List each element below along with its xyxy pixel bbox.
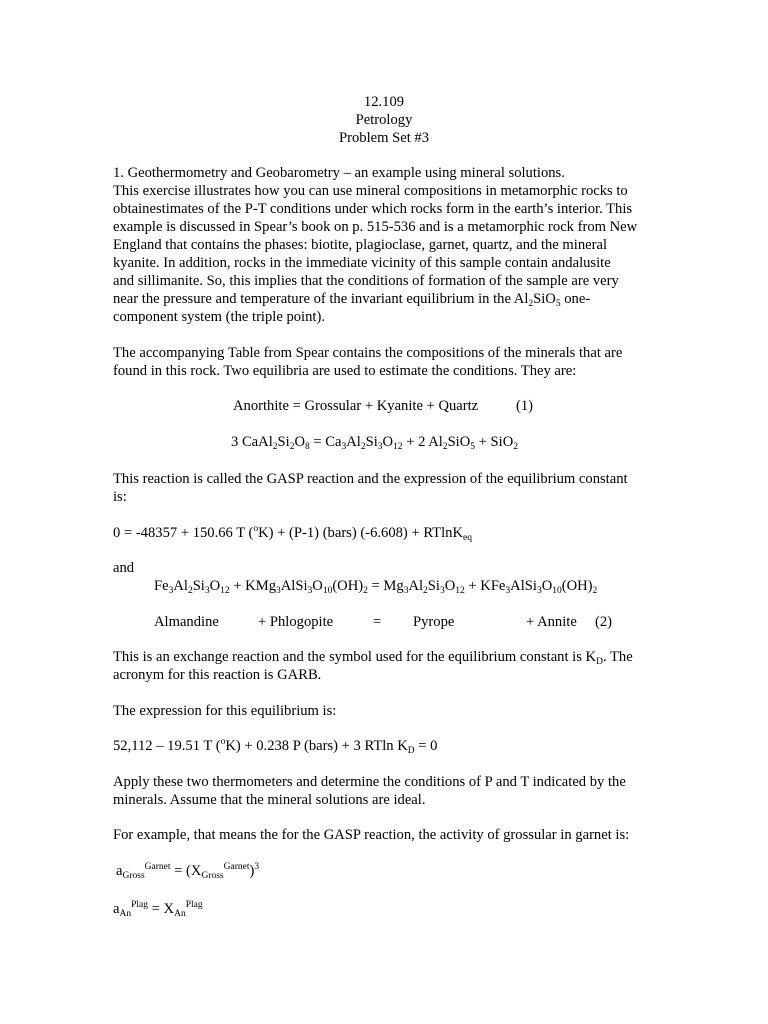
intro-paragraph (113, 164, 658, 326)
garb-equation: 52,112 – 19.51 T ($^o$K) + 0.238 P (bars) + 3 RTln $K_D = 0$ (113, 737, 438, 756)
reaction-2-equals: = (373, 614, 382, 630)
reaction-1-number: (1) (516, 398, 534, 414)
paragraph-line: acronym for this reaction is GARB. (113, 667, 322, 683)
intro-line: kyanite. In addition, rocks in the immediate vicinity of this sample contain andalusite (113, 255, 611, 271)
section-heading: 1. Geothermometry and Geobarometry – an example using mineral solutions. (113, 165, 565, 181)
course-name: Petrology (355, 112, 413, 128)
reaction-2-name-pyrope: Pyrope (413, 614, 455, 630)
anorthite-activity-equation: $a_{An}^{Plag} = X_{An}^{Plag}$ (113, 900, 203, 919)
reaction-2-number: (2) (595, 614, 613, 630)
reaction-2-name-phlogopite: + Phlogopite (258, 614, 334, 630)
reaction-1-words: Anorthite = Grossular + Kyanite + Quartz (233, 398, 479, 414)
reaction-2-name-almandine: Almandine (154, 614, 219, 630)
problem-set-title: Problem Set #3 (339, 130, 429, 146)
paragraph-line: minerals. Assume that the mineral solutions are ideal. (113, 792, 426, 808)
example-text: For example, that means the for the GASP reaction, the activity of grossular in garnet is: (113, 827, 630, 843)
intro-line: component system (the triple point). (113, 309, 325, 325)
reaction-2-formula: $Fe_3Al_2Si_3O_{12}$ + $KMg_3AlSi_3O_{10}(OH)_2 = Mg_3Al_2Si_3O_{12}$ + $KFe_3AlSi_3O_{10}(OH)_2$ (154, 578, 598, 596)
paragraph-line: found in this rock. Two equilibria are used to estimate the conditions. They are: (113, 363, 577, 379)
garb-paragraph (113, 648, 658, 684)
reaction-1-formula: 3 $CaAl_2Si_2O_8 = Ca_3Al_2Si_3O_{12} + 2$ $Al_2SiO_5 + SiO_2$ (231, 434, 519, 452)
intro-line: England that contains the phases: biotite, plagioclase, garnet, quartz, and the mineral (113, 237, 607, 253)
garb-expression-intro: The expression for this equilibrium is: (113, 703, 337, 719)
paragraph-line: This is an exchange reaction and the symbol used for the equilibrium constant is $K_D$. The (113, 649, 633, 667)
paragraph-line: is: (113, 489, 127, 505)
intro-line: near the pressure and temperature of the invariant equilibrium in the $Al_2SiO_5$ one- (113, 291, 591, 309)
intro-line: This exercise illustrates how you can use mineral compositions in metamorphic rocks to (113, 183, 628, 199)
intro-line: and sillimanite. So, this implies that the conditions of formation of the sample are very (113, 273, 619, 289)
gasp-paragraph (113, 470, 658, 506)
grossular-activity-equation: $a_{Gross}^{Garnet} = (X_{Gross}^{Garnet})^3$ (116, 862, 260, 881)
intro-line: obtainestimates of the P-T conditions under which rocks form in the earth’s interior. This (113, 201, 633, 217)
and-text: and (113, 560, 135, 576)
apply-paragraph (113, 773, 658, 809)
paragraph-line: This reaction is called the GASP reaction and the expression of the equilibrium constant (113, 471, 628, 487)
course-number: 12.109 (363, 94, 405, 110)
table-paragraph (113, 344, 658, 380)
gasp-equation: 0 = -48357 + 150.66 T ($^o$K) + (P-1) (bars) (-6.608) + RTlnK$_{eq}$ (113, 524, 472, 543)
reaction-2-name-annite: + Annite (526, 614, 577, 630)
paragraph-line: The accompanying Table from Spear contains the compositions of the minerals that are (113, 345, 623, 361)
intro-line: example is discussed in Spear’s book on p. 515-536 and is a metamorphic rock from New (113, 219, 638, 235)
paragraph-line: Apply these two thermometers and determine the conditions of P and T indicated by the (113, 774, 626, 790)
